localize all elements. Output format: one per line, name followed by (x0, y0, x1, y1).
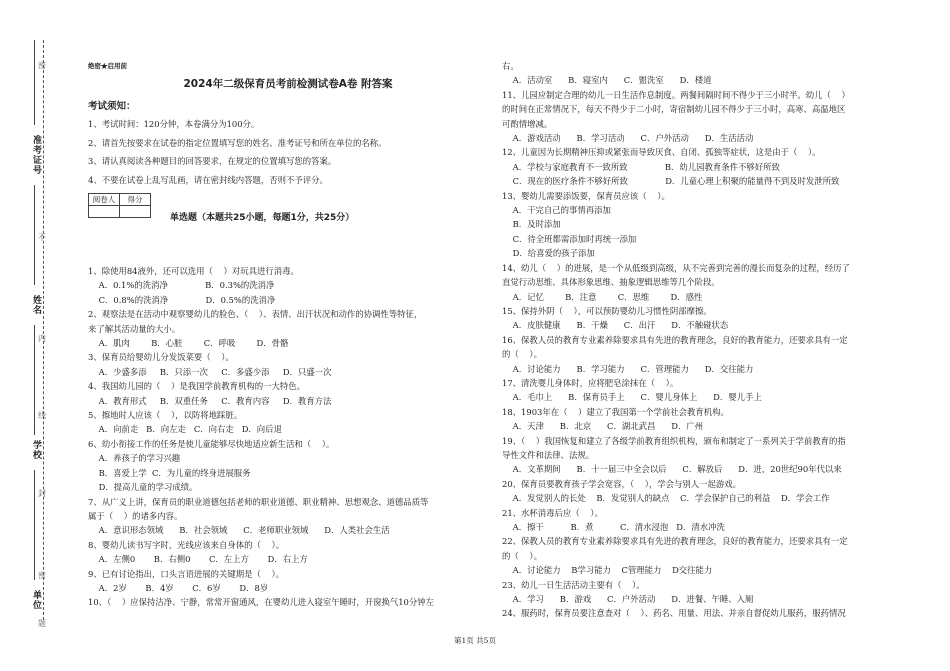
question-line: A．皮肤健康 B．干燥 C．出汗 D．不触碰状态 (502, 320, 729, 331)
question-line: 19、（ ）我国恢复和建立了各级学前教育组织机构，颁布和制定了一系列关于学前教育的指 (502, 435, 846, 446)
question-line: 导性文件和法律、法规。 (502, 449, 595, 460)
gutter-mark-ti: 题 (38, 619, 46, 628)
exam-notes (88, 115, 386, 189)
question-line: 6、幼小衔接工作的任务是使儿童能够尽快地适应新生活和（ ）。 (88, 438, 335, 449)
question-line: B．及时添加 (502, 219, 561, 230)
notes-heading: 考试须知： (88, 101, 136, 112)
note-item: 4、不要在试卷上乱写乱画，请在密封线内答题，否则不予评分。 (88, 174, 328, 185)
seal-dashed-line (43, 40, 44, 620)
question-line: A．学校与家庭教育不一致所致 B．幼儿园教育条件不够好所致 (502, 161, 780, 172)
question-line: A．意识形态领域 B．社会领域 C．老师职业领域 D．人类社会生活 (88, 525, 390, 536)
score-cell[interactable] (120, 206, 151, 218)
question-line: C．待全班都需添加时再统一添加 (502, 233, 637, 244)
exam-title: 2024年二级保育员考前检测试卷A卷 附答案 (183, 78, 393, 90)
score-label: 得分 (120, 194, 151, 206)
question-line: A．学习 B．游戏 C．户外活动 D．进餐、午睡、入厕 (502, 594, 754, 605)
question-line: 可酌情增减。 (502, 118, 553, 129)
note-item: 2、请首先按要求在试卷的指定位置填写您的姓名、准考证号和所在单位的名称。 (88, 137, 387, 148)
gutter-mark-feng: 封 (38, 489, 46, 498)
question-line: 12、儿童因为长期精神压抑或紧张而导致厌食、自闭、孤独等症状，这是由于（ ）。 (502, 147, 821, 158)
question-line: 直觉行动思维、具体形象思维、抽象逻辑思维等几个阶段。 (502, 277, 720, 288)
grader-label: 阅卷人 (89, 194, 120, 206)
question-line: D．提高儿童的学习成绩。 (88, 482, 198, 493)
question-line: 22、保教人员的教育专业素养除要求具有先进的教育理念，良好的教育能力，还要求具有一定 (502, 536, 848, 547)
question-line: C．0.8%的洗消净 D．0.5%的洗消净 (88, 294, 276, 305)
question-line: A．活动室 B．寝室内 C．盥洗室 D．楼道 (502, 75, 712, 86)
question-line: A．文革期间 B．十一届三中全会以后 C．解放后 D．进，20世纪90年代以来 (502, 464, 842, 475)
score-box (88, 193, 151, 218)
note-item: 3、请认真阅读各种题目的回答要求，在规定的位置填写您的答案。 (88, 156, 337, 167)
left-question-column (88, 264, 483, 610)
question-line: 2、观察法是在活动中观察婴幼儿的脸色、（ ）、表情、出汗状况和动作的协调性等特征， (88, 309, 423, 320)
question-line: 4、我国幼儿园的（ ）是我国学前教育机构的一大特色。 (88, 381, 305, 392)
question-line: 21、水杯消毒后应（ ）。 (502, 507, 603, 518)
question-line: 15、保持外阴（ ），可以预防婴幼儿习惯性阴部摩擦。 (502, 305, 712, 316)
question-line: 3、保育员给婴幼儿分发饭菜要（ ）。 (88, 352, 234, 363)
question-line: 10、（ ）应保持洁净、宁静，常常开窗通风，在婴幼儿进入寝室午睡时，开窗换气10分钟左 (88, 597, 435, 608)
question-line: A．干完自己的事情再添加 (502, 205, 611, 216)
question-line: A．肌肉 B．心脏 C．呼吸 D．骨骼 (88, 338, 289, 349)
gutter-mark-nei: 内 (38, 334, 46, 343)
gutter-mark-mi: 密 (38, 61, 46, 70)
question-line: 18、1903年在（ ）建立了我国第一个学前社会教育机构。 (502, 406, 729, 417)
unit-label: 单位 (31, 590, 41, 610)
question-line: A．发觉别人的长处 B．发觉别人的缺点 C．学会保护自己的利益 D．学会工作 (502, 493, 830, 504)
question-line: A．天津 B．北京 C．湖北武昌 D．广州 (502, 421, 704, 432)
question-line: D．给喜爱的孩子添加 (502, 248, 595, 259)
name-line-top (34, 185, 35, 285)
question-line: A．教育形式 B．双重任务 C．教育内容 D．教育方法 (88, 395, 332, 406)
name-line (34, 325, 35, 435)
question-line: 20、保育员要教育孩子学会宽容，（ ），学会与别人一起游戏。 (502, 478, 742, 489)
question-line: 24、服药时，保育员要注意查对（ ）、药名、用量、用法、并亲自督促幼儿服药，服药情况 (502, 608, 846, 619)
binding-gutter (0, 0, 60, 671)
confidential-label: 绝密★启用前 (88, 62, 127, 70)
question-line: 的时间在正常情况下，每天不得少于二小时，寄宿制幼儿园不得少于三小时，高寒、高温地区 (502, 104, 846, 115)
question-line: 5、擦地时人应该（ ），以防将地踩脏。 (88, 410, 243, 421)
question-line: A．左侧0 B．右侧0 C．左上方 D．右上方 (88, 554, 308, 565)
exam-number-line (34, 40, 35, 125)
gutter-mark-mi-2: 密 (38, 571, 46, 580)
question-line: A．2岁 B．4岁 C．6岁 D．8岁 (88, 582, 269, 593)
question-line: 的（ ）。 (502, 349, 542, 360)
gutter-mark-bu: 不 (38, 233, 46, 242)
question-line: A．养孩子的学习兴趣 (88, 453, 181, 464)
question-line: 23、幼儿一日生活活动主要有（ ）。 (502, 579, 645, 590)
question-line: B．喜爱上学 C．为儿童的终身进展服务 (88, 467, 251, 478)
question-line: A．少盛多添 B．只添一次 C．多盛少添 D．只盛一次 (88, 366, 332, 377)
question-line: 的（ ）。 (502, 550, 542, 561)
question-line: A．毛巾上 B．保育员手上 C．婴儿身体上 D．婴儿手上 (502, 392, 762, 403)
question-line: 来了解其活动量的大小。 (88, 323, 181, 334)
question-line: 17、清洗婴儿身体时，应将肥皂涂抹在（ ）。 (502, 377, 679, 388)
question-line: A．向前走 B．向左走 C．向右走 D．向后退 (88, 424, 282, 435)
school-line (34, 470, 35, 580)
question-line: C．现在的医疗条件不够好所致 D．儿童心理上积聚的能量得不到及时发泄所致 (502, 176, 840, 187)
grader-cell[interactable] (89, 206, 120, 218)
question-line: 8、婴幼儿读书写字时，光线应该来自身体的（ ）。 (88, 539, 285, 550)
exam-number-label: 准考证号 (31, 135, 41, 175)
question-line: 7、从广义上讲，保育员的职业道德包括老师的职业道德、职业精神、思想观念、道德品质等 (88, 496, 429, 507)
question-line: A．讨论能力 B．学习能力 C．管理能力 D．交往能力 (502, 363, 754, 374)
question-line: 14、幼儿（ ）的进展，是一个从低级到高级，从不完善到完善的漫长而复杂的过程，经历了 (502, 262, 850, 273)
question-line: 13、婴幼儿需要添饭要，保育员应该（ ）。 (502, 190, 670, 201)
gutter-mark-xian: 线 (38, 411, 46, 420)
school-label: 学校 (31, 440, 41, 460)
page-footer: 第1页 共5页 (454, 636, 496, 645)
question-line: A．讨论能力 B学习能力 C管理能力 D交往能力 (502, 565, 713, 576)
question-line: 1、除使用84液外，还可以选用（ ）对玩具进行消毒。 (88, 266, 299, 276)
right-question-column (502, 59, 902, 621)
question-line: 右。 (502, 61, 519, 71)
question-line: 属于（ ）的诸多内容。 (88, 510, 183, 521)
question-line: A．擦干 B．煮 C．清水浸泡 D．清水冲洗 (502, 522, 725, 532)
question-line: 9、已有讨论指出，口头言语进展的关键期是（ ）。 (88, 568, 285, 579)
name-label: 姓名 (31, 295, 41, 315)
note-item: 1、考试时间：120分钟，本卷满分为100分。 (88, 119, 260, 129)
question-line: A．游戏活动 B．学习活动 C．户外活动 D．生活活动 (502, 133, 754, 144)
question-line: A．0.1%的洗消净 B．0.3%的洗消净 (88, 280, 275, 291)
section-title: 单选题（本题共25小题，每题1分，共25分） (170, 213, 355, 223)
question-line: 11、儿园应制定合理的幼儿一日生活作息制度。两餐间隔时间不得少于三小时半。幼儿（ ） (502, 89, 850, 100)
question-line: 16、保教人员的教育专业素养除要求具有先进的教育理念，良好的教育能力，还要求具有一定 (502, 334, 848, 345)
question-line: A．记忆 B．注意 C．思维 D．感性 (502, 291, 703, 302)
